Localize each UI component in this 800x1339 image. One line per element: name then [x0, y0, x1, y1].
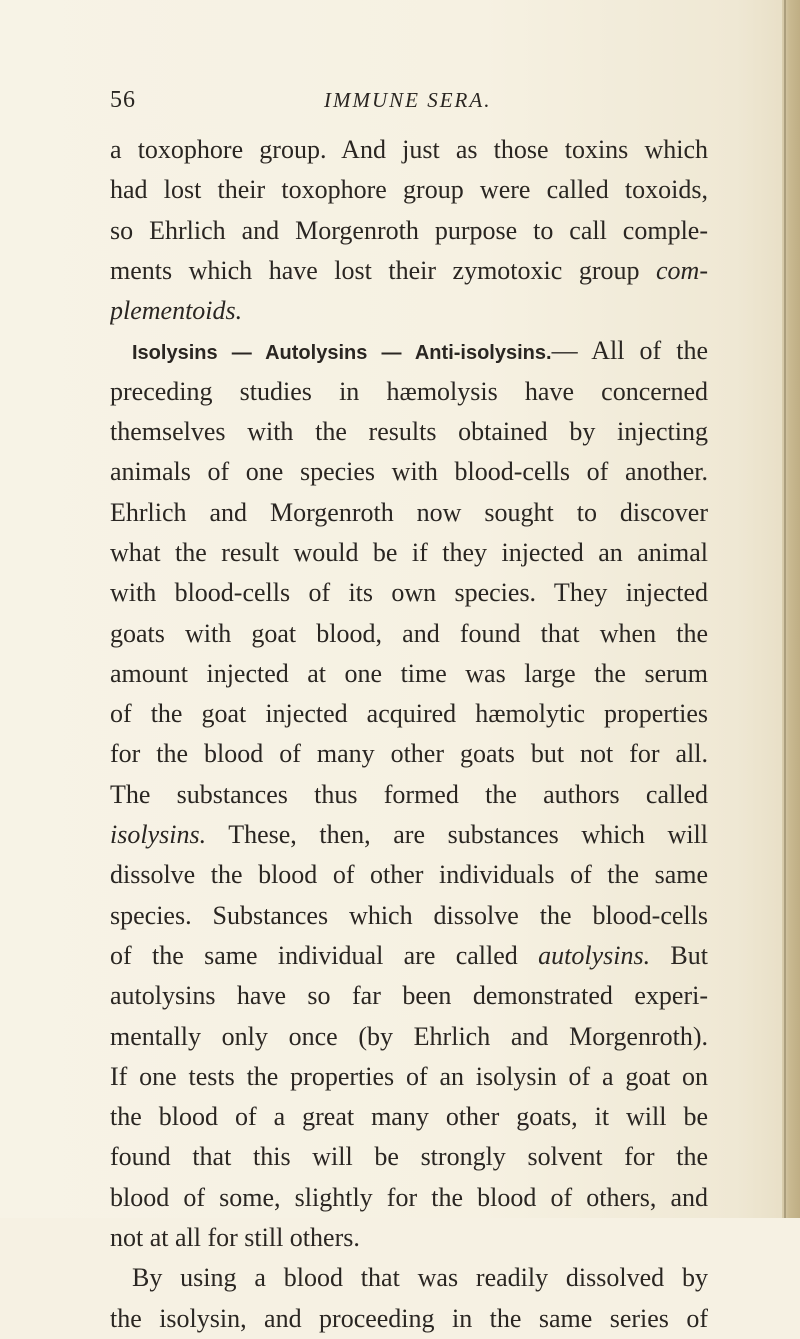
text-segment: ments which have lost their zymotoxic group [110, 255, 657, 285]
text-line: themselves with the results obtained by injecting [110, 417, 708, 447]
page-number: 56 [110, 87, 136, 113]
text-line [110, 815, 708, 855]
italic-term: autolysins. [538, 940, 651, 970]
text-line: so Ehrlich and Morgenroth purpose to call comple- [110, 215, 708, 245]
text-line: If one tests the properties of an isolysin of a goat on [110, 1061, 708, 1091]
text-line: for the blood of many other goats but not for all. [110, 739, 708, 769]
text-line: found that this will be strongly solvent for the [110, 1142, 708, 1172]
text-line [110, 936, 708, 976]
text-line: dissolve the blood of other individuals of the same [110, 860, 708, 890]
italic-term: com- [656, 255, 708, 285]
text-line: with blood-cells of its own species. They injected [110, 578, 708, 608]
text-line: animals of one species with blood-cells of another. [110, 457, 708, 487]
text-line: had lost their toxophore group were called toxoids, [110, 175, 708, 205]
text-line: not at all for still others. [110, 1223, 360, 1253]
text-line [110, 251, 708, 291]
text-line: The substances thus formed the authors called [110, 779, 708, 809]
page-edge-line [784, 0, 786, 1218]
page-header [110, 84, 710, 116]
text-line: blood of some, slightly for the blood of others, and [110, 1182, 708, 1212]
text-segment: These, then, are substances which will [206, 820, 708, 850]
text-line: autolysins have so far been demonstrated experi- [110, 981, 708, 1011]
text-line: plementoids. [110, 296, 243, 326]
text-segment: of the same individual are called [110, 940, 539, 970]
text-line: the blood of a great many other goats, it will be [110, 1102, 708, 1132]
body-text [110, 130, 708, 1339]
text-line: goats with goat blood, and found that when the [110, 618, 708, 648]
text-line: species. Substances which dissolve the blood-cells [110, 900, 708, 930]
text-segment: But [650, 940, 708, 970]
text-segment: — All of the [551, 336, 708, 366]
section-heading-line [110, 331, 708, 371]
text-line: By using a blood that was readily dissolved by [132, 1263, 708, 1293]
text-line: mentally only once (by Ehrlich and Morgenroth). [110, 1021, 708, 1051]
text-line: what the result would be if they injected an animal [110, 537, 708, 567]
text-line: a toxophore group. And just as those toxins which [110, 135, 708, 164]
text-line: preceding studies in hæmolysis have concerned [110, 376, 708, 406]
running-title: IMMUNE SERA. [324, 88, 492, 112]
section-heading: Isolysins — Autolysins — Anti-isolysins. [132, 342, 552, 365]
italic-term: isolysins. [110, 820, 207, 850]
text-line: amount injected at one time was large the serum [110, 658, 708, 688]
text-line: Ehrlich and Morgenroth now sought to discover [110, 497, 708, 527]
text-line: the isolysin, and proceeding in the same series of [110, 1303, 708, 1333]
text-line: of the goat injected acquired hæmolytic properties [110, 699, 708, 729]
